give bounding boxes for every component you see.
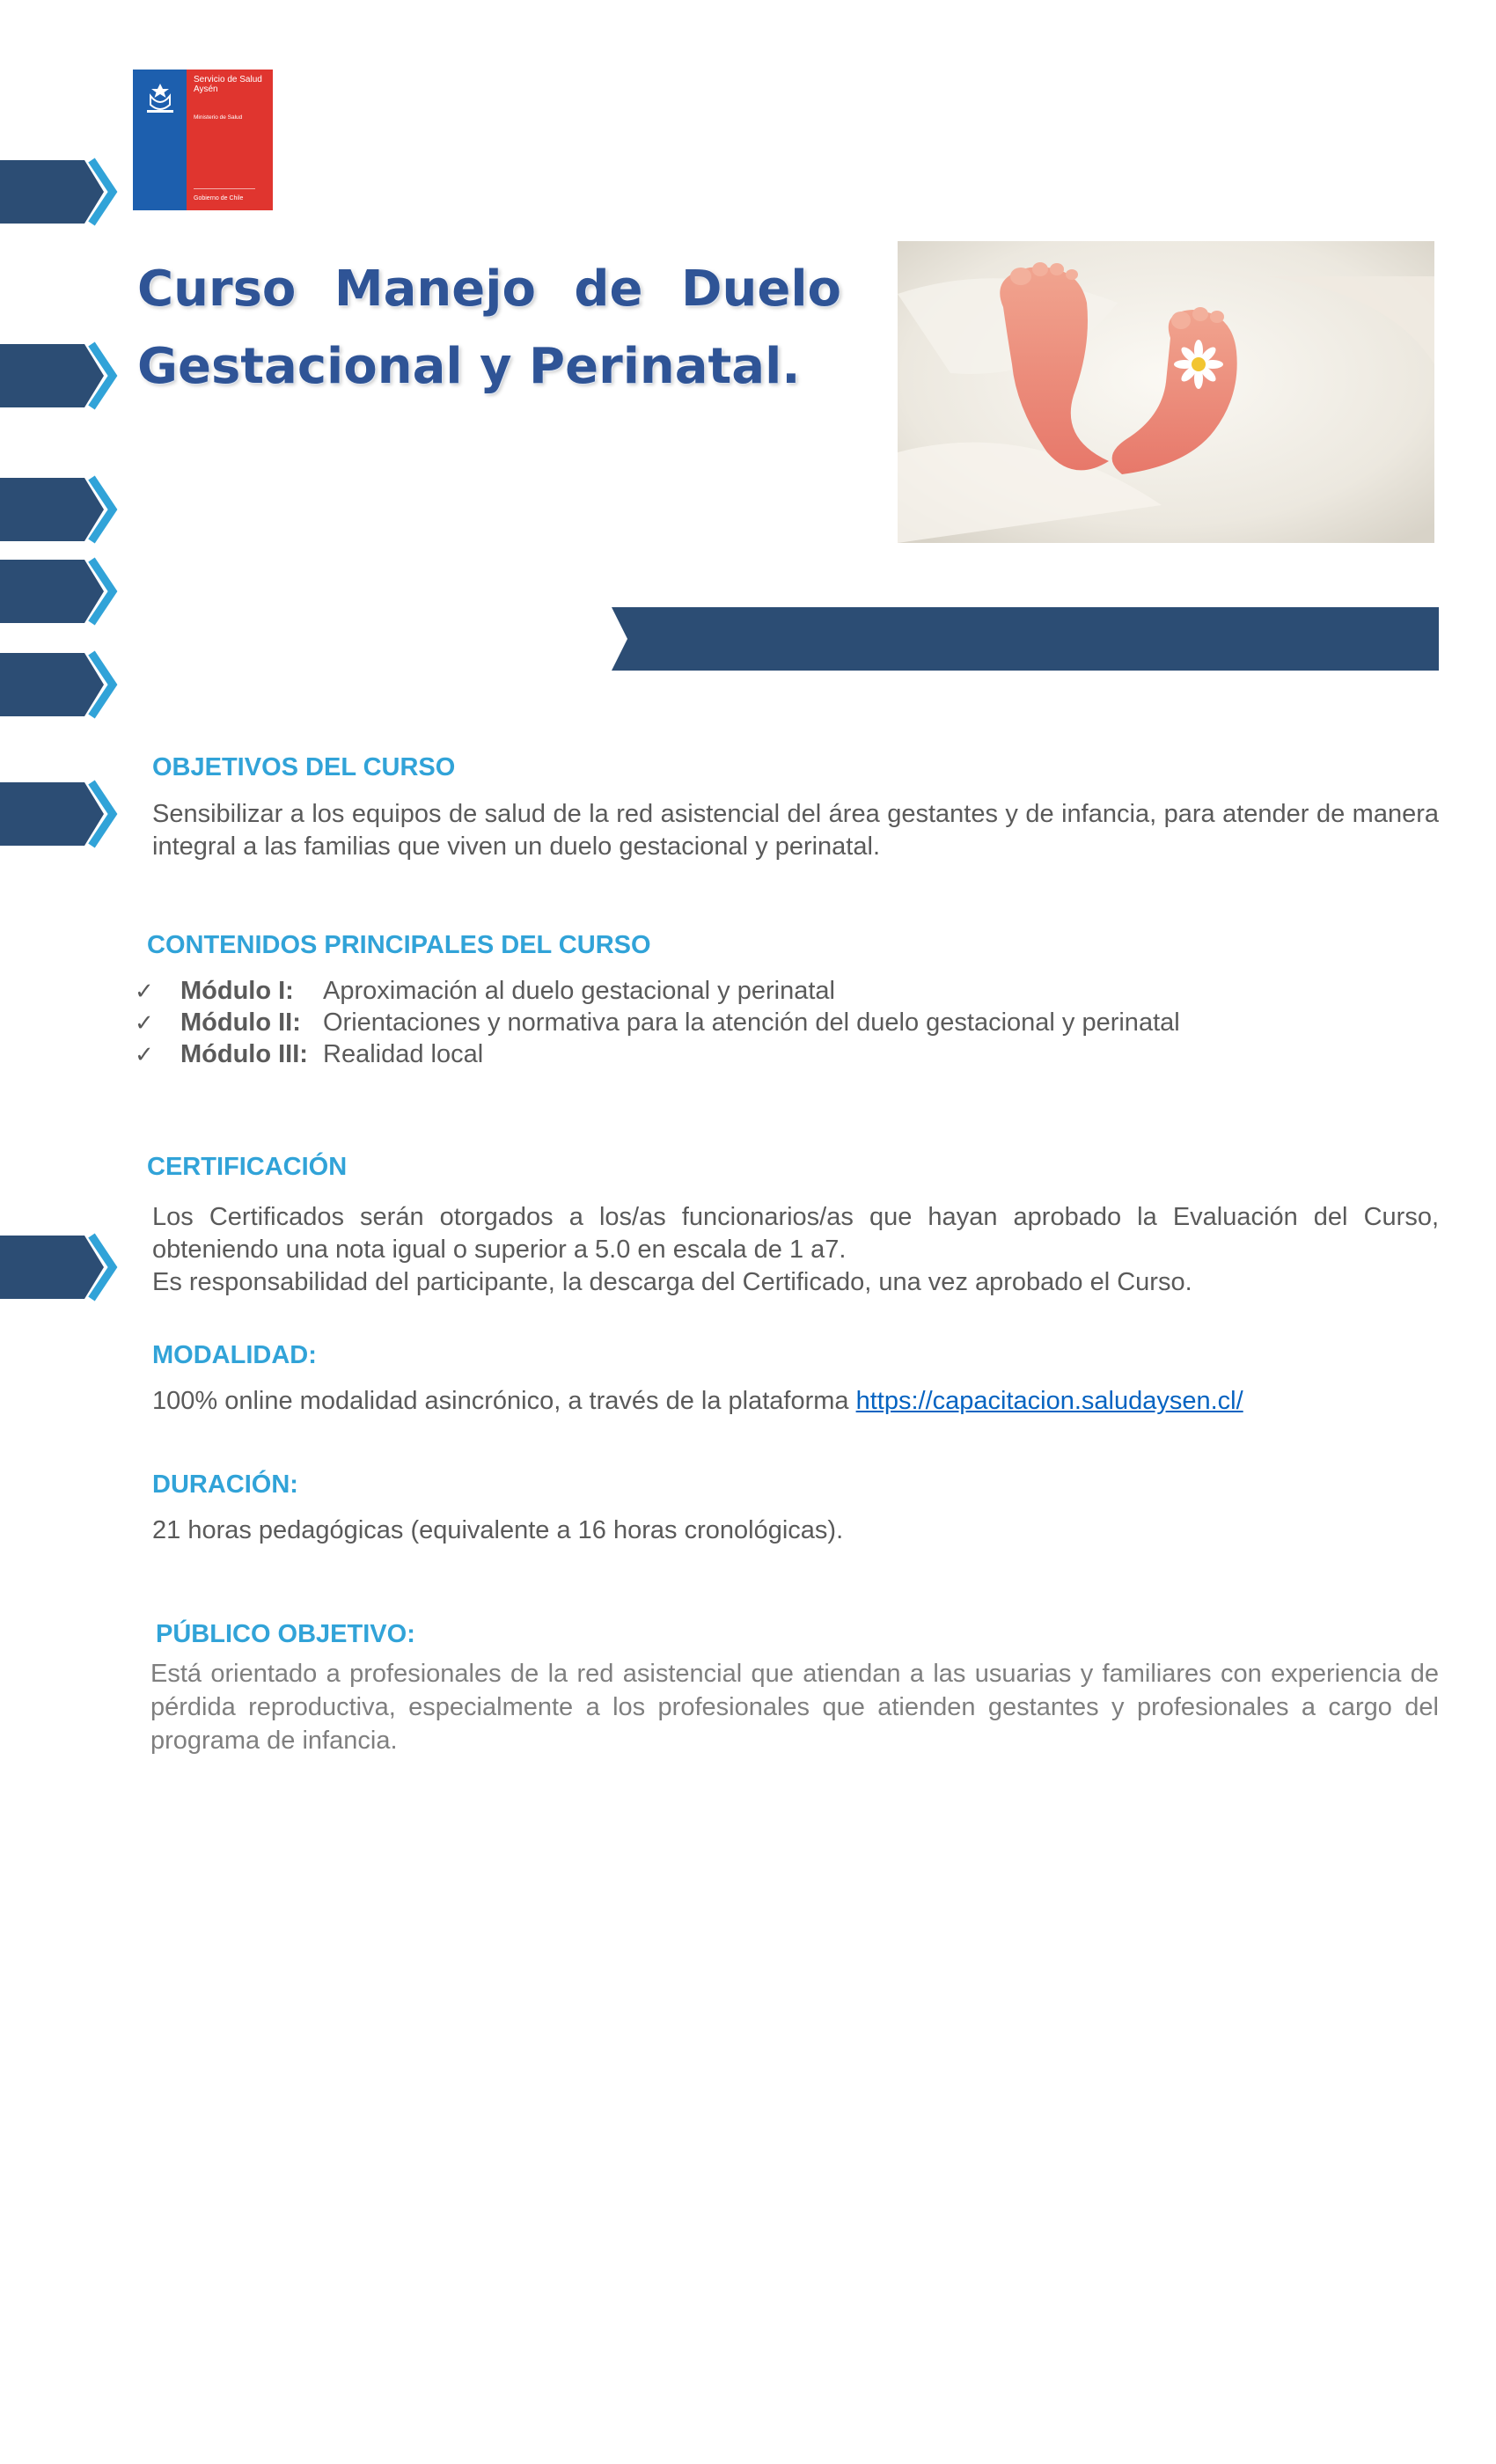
objetivos-heading: OBJETIVOS DEL CURSO <box>152 753 456 781</box>
logo-blue-panel <box>133 70 187 210</box>
arrow-tab-icon <box>0 341 132 411</box>
list-item <box>135 975 1419 1007</box>
module-label: Módulo III: <box>180 1040 308 1068</box>
arrow-tab-icon <box>0 474 132 545</box>
modalidad-heading: MODALIDAD: <box>152 1341 317 1369</box>
title-line-2: Gestacional y Perinatal. <box>137 338 801 395</box>
modalidad-text <box>152 1385 1439 1418</box>
modules-list <box>135 975 1419 1070</box>
logo-org-name: Servicio de Salud Aysén <box>194 75 262 94</box>
logo-government: Gobierno de Chile <box>194 195 244 202</box>
duracion-text: 21 horas pedagógicas (equivalente a 16 horas cronológicas). <box>152 1516 844 1544</box>
page-title <box>137 251 841 406</box>
arrow-tab-icon <box>0 556 132 627</box>
checkmark-icon: ✓ <box>135 1009 154 1036</box>
publico-text: Está orientado a profesionales de la red asistencial que atiendan a las usuarias y familiares con experiencia de pérdida reproductiva, especialmente a los profesionales que atienden gestantes y profesionales a cargo del programa de infancia. <box>150 1660 1439 1755</box>
publico-heading: PÚBLICO OBJETIVO: <box>156 1620 415 1648</box>
certificacion-text <box>152 1201 1439 1299</box>
arrow-tab-icon <box>0 649 132 720</box>
arrow-tab-icon <box>0 157 132 227</box>
duracion-heading: DURACIÓN: <box>152 1470 298 1499</box>
list-item <box>135 1007 1419 1038</box>
decorative-banner <box>612 607 1439 671</box>
module-label: Módulo I: <box>180 977 294 1005</box>
title-word: Manejo <box>334 260 536 318</box>
platform-link[interactable]: https://capacitacion.saludaysen.cl/ <box>855 1387 1243 1415</box>
certificacion-line-2: Es responsabilidad del participante, la descarga del Certificado, una vez aprobado el Curso. <box>152 1268 1192 1296</box>
title-word: Curso <box>137 260 297 318</box>
module-text: Orientaciones y normativa para la atención del duelo gestacional y perinatal <box>323 1008 1180 1037</box>
baby-feet-photo <box>898 241 1434 543</box>
logo <box>133 70 273 210</box>
modalidad-description: 100% online modalidad asincrónico, a través de la plataforma <box>152 1387 856 1415</box>
objetivos-text: Sensibilizar a los equipos de salud de la red asistencial del área gestantes y de infancia, para atender de manera integral a las familias que viven un duelo gestacional y perinatal. <box>152 800 1439 861</box>
arrow-tab-icon <box>0 779 132 849</box>
baby-feet-illustration-icon <box>898 241 1434 543</box>
list-item <box>135 1038 1419 1070</box>
title-word: Duelo <box>681 260 841 318</box>
certificacion-heading: CERTIFICACIÓN <box>147 1153 348 1181</box>
checkmark-icon: ✓ <box>135 1041 154 1067</box>
module-text: Aproximación al duelo gestacional y perinatal <box>323 977 835 1005</box>
logo-divider <box>194 188 255 189</box>
checkmark-icon: ✓ <box>135 978 154 1004</box>
module-text: Realidad local <box>323 1040 484 1068</box>
title-line-1 <box>137 251 841 328</box>
coat-of-arms-icon <box>140 78 180 119</box>
contenidos-heading: CONTENIDOS PRINCIPALES DEL CURSO <box>147 931 651 959</box>
title-word: de <box>574 260 643 318</box>
logo-red-panel <box>187 70 273 210</box>
module-label: Módulo II: <box>180 1008 301 1037</box>
certificacion-line-1: Los Certificados serán otorgados a los/as funcionarios/as que hayan aprobado la Evaluación del Curso, obteniendo una nota igual o superior a 5.0 en escala de 1 a7. <box>152 1203 1439 1264</box>
logo-ministry: Ministerio de Salud <box>194 114 243 121</box>
arrow-tab-icon <box>0 1232 132 1302</box>
